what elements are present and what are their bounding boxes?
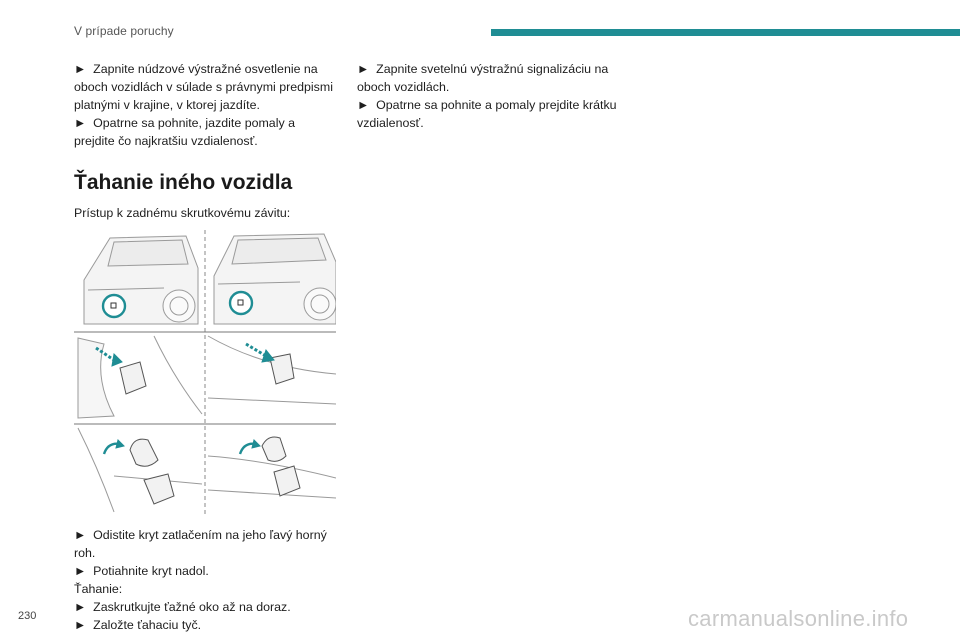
step-release-cover: ► Odistite kryt zatlačením na jeho ľavý horný roh. [74,526,336,562]
right-column [357,60,619,132]
watermark: carmanualsonline.info [688,606,909,631]
section-title: Ťahanie iného vozidla [74,171,293,194]
section-intro: Prístup k zadnému skrutkovému závitu: [74,206,291,220]
instruction-hazard-lights: ► Zapnite núdzové výstražné osvetlenie na oboch vozidlách v súlade s právnymi predpismi platnými v krajine, v ktorej jazdíte. [74,60,336,114]
page-number: 230 [18,610,37,622]
step-screw-eye: ► Zaskrutkujte ťažné oko až na doraz. [74,598,336,616]
instruction-warning-signals: ► Zapnite svetelnú výstražnú signalizáciu na oboch vozidlách. [357,60,619,96]
instruction-short-distance: ► Opatrne sa pohnite a pomaly prejdite krátku vzdialenosť. [357,96,619,132]
running-header: V prípade poruchy [74,24,174,38]
towing-label: Ťahanie: [74,582,123,596]
step-pull-cover: ► Potiahnite kryt nadol. [74,562,336,580]
header-accent-bar [491,29,960,36]
towing-eye-illustration [74,228,336,516]
step-attach-bar: ► Založte ťahaciu tyč. [74,616,336,634]
towing-eye-access-icon [74,228,336,516]
instruction-drive-slowly: ► Opatrne sa pohnite, jazdite pomaly a prejdite čo najkratšiu vzdialenosť. [74,114,336,150]
left-column [74,60,336,634]
